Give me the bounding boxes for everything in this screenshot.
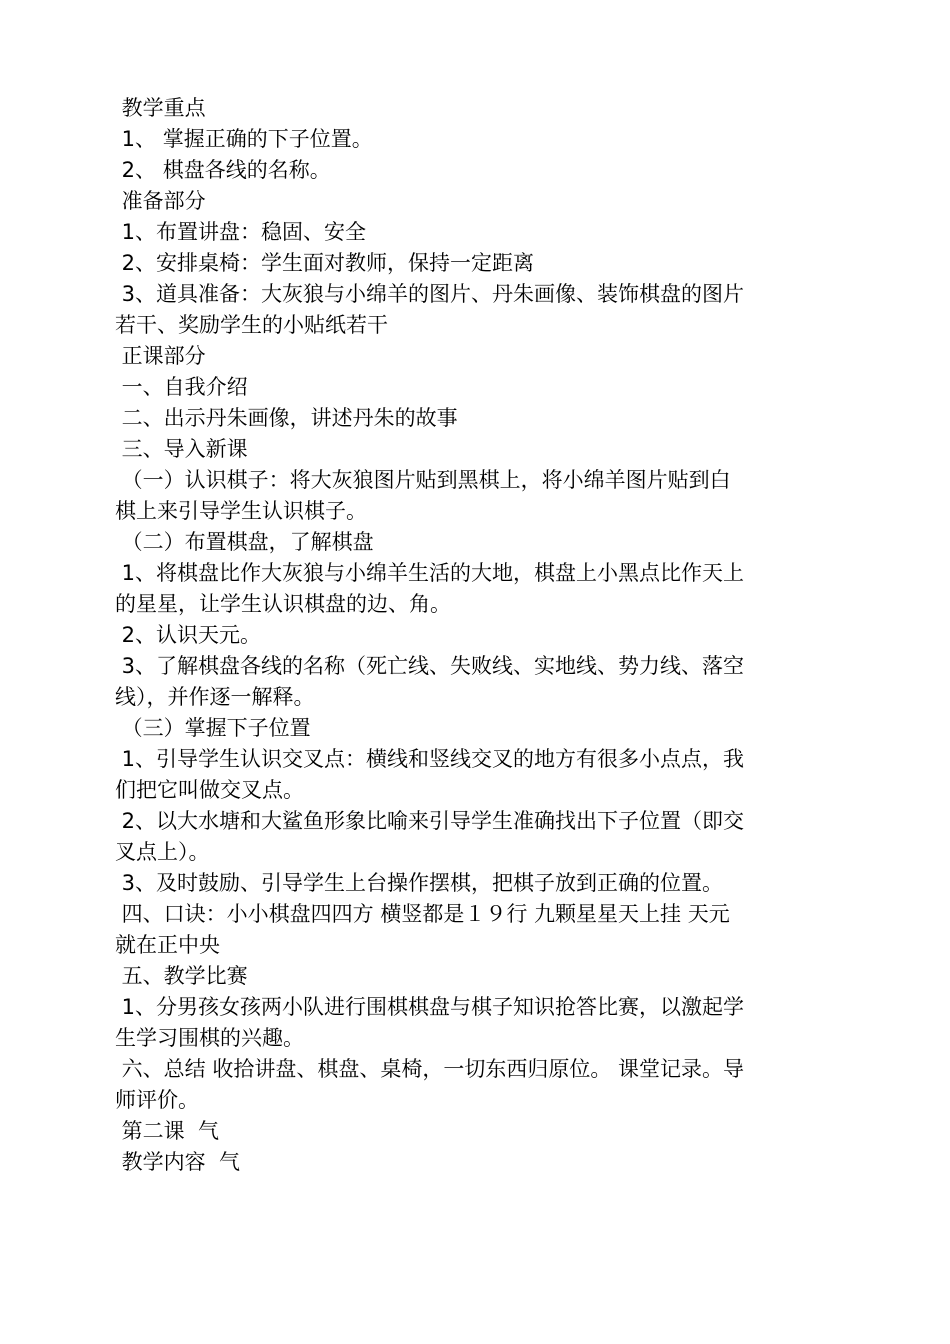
subsection-3-item-2: 2、以大水塘和大鲨鱼形象比喻来引导学生准确找出下子位置（即交 (115, 809, 745, 833)
focus-item-1: 1、 掌握正确的下子位置。 (115, 127, 373, 151)
lesson-step-4-cont: 就在正中央 (115, 933, 220, 957)
lesson-two-content: 教学内容 气 (115, 1150, 241, 1174)
subsection-2-item-1-cont: 的星星，让学生认识棋盘的边、角。 (115, 592, 451, 616)
document-page (115, 93, 835, 1178)
subsection-1-cont: 棋上来引导学生认识棋子。 (115, 499, 367, 523)
lesson-step-5: 五、教学比赛 (115, 964, 248, 988)
subsection-2-item-1: 1、将棋盘比作大灰狼与小绵羊生活的大地，棋盘上小黑点比作天上 (115, 561, 745, 585)
subsection-2: （二）布置棋盘，了解棋盘 (115, 530, 374, 554)
lesson-step-3: 三、导入新课 (115, 437, 248, 461)
subsection-3-item-3: 3、及时鼓励、引导学生上台操作摆棋，把棋子放到正确的位置。 (115, 871, 724, 895)
subsection-2-item-3-cont: 线），并作逐一解释。 (115, 685, 315, 709)
prep-item-2: 2、安排桌椅：学生面对教师，保持一定距离 (115, 251, 535, 275)
lesson-step-5-item-1-cont: 生学习围棋的兴趣。 (115, 1026, 304, 1050)
heading-teaching-focus: 教学重点 (115, 96, 206, 120)
subsection-3: （三）掌握下子位置 (115, 716, 311, 740)
lesson-step-4: 四、口诀：小小棋盘四四方 横竖都是１９行 九颗星星天上挂 天元 (115, 902, 730, 926)
subsection-3-item-1-cont: 们把它叫做交叉点。 (115, 778, 304, 802)
lesson-step-6: 六、总结 收拾讲盘、棋盘、桌椅，一切东西归原位。 课堂记录。导 (115, 1057, 745, 1081)
subsection-1: （一）认识棋子：将大灰狼图片贴到黑棋上，将小绵羊图片贴到白 (115, 468, 731, 492)
prep-item-3-cont: 若干、奖励学生的小贴纸若干 (115, 313, 388, 337)
heading-lesson-two: 第二课 气 (115, 1119, 220, 1143)
lesson-step-5-item-1: 1、分男孩女孩两小队进行围棋棋盘与棋子知识抢答比赛，以激起学 (115, 995, 745, 1019)
prep-item-1: 1、布置讲盘：稳固、安全 (115, 220, 367, 244)
heading-main-lesson: 正课部分 (115, 344, 206, 368)
lesson-step-2: 二、出示丹朱画像，讲述丹朱的故事 (115, 406, 458, 430)
heading-preparation: 准备部分 (115, 189, 206, 213)
subsection-3-item-1: 1、引导学生认识交叉点：横线和竖线交叉的地方有很多小点点，我 (115, 747, 745, 771)
lesson-step-6-cont: 师评价。 (115, 1088, 199, 1112)
subsection-2-item-3: 3、了解棋盘各线的名称（死亡线、失败线、实地线、势力线、落空 (115, 654, 745, 678)
prep-item-3: 3、道具准备：大灰狼与小绵羊的图片、丹朱画像、装饰棋盘的图片 (115, 282, 745, 306)
subsection-2-item-2: 2、认识天元。 (115, 623, 262, 647)
lesson-step-1: 一、自我介绍 (115, 375, 248, 399)
subsection-3-item-2-cont: 叉点上）。 (115, 840, 210, 864)
focus-item-2: 2、 棋盘各线的名称。 (115, 158, 331, 182)
